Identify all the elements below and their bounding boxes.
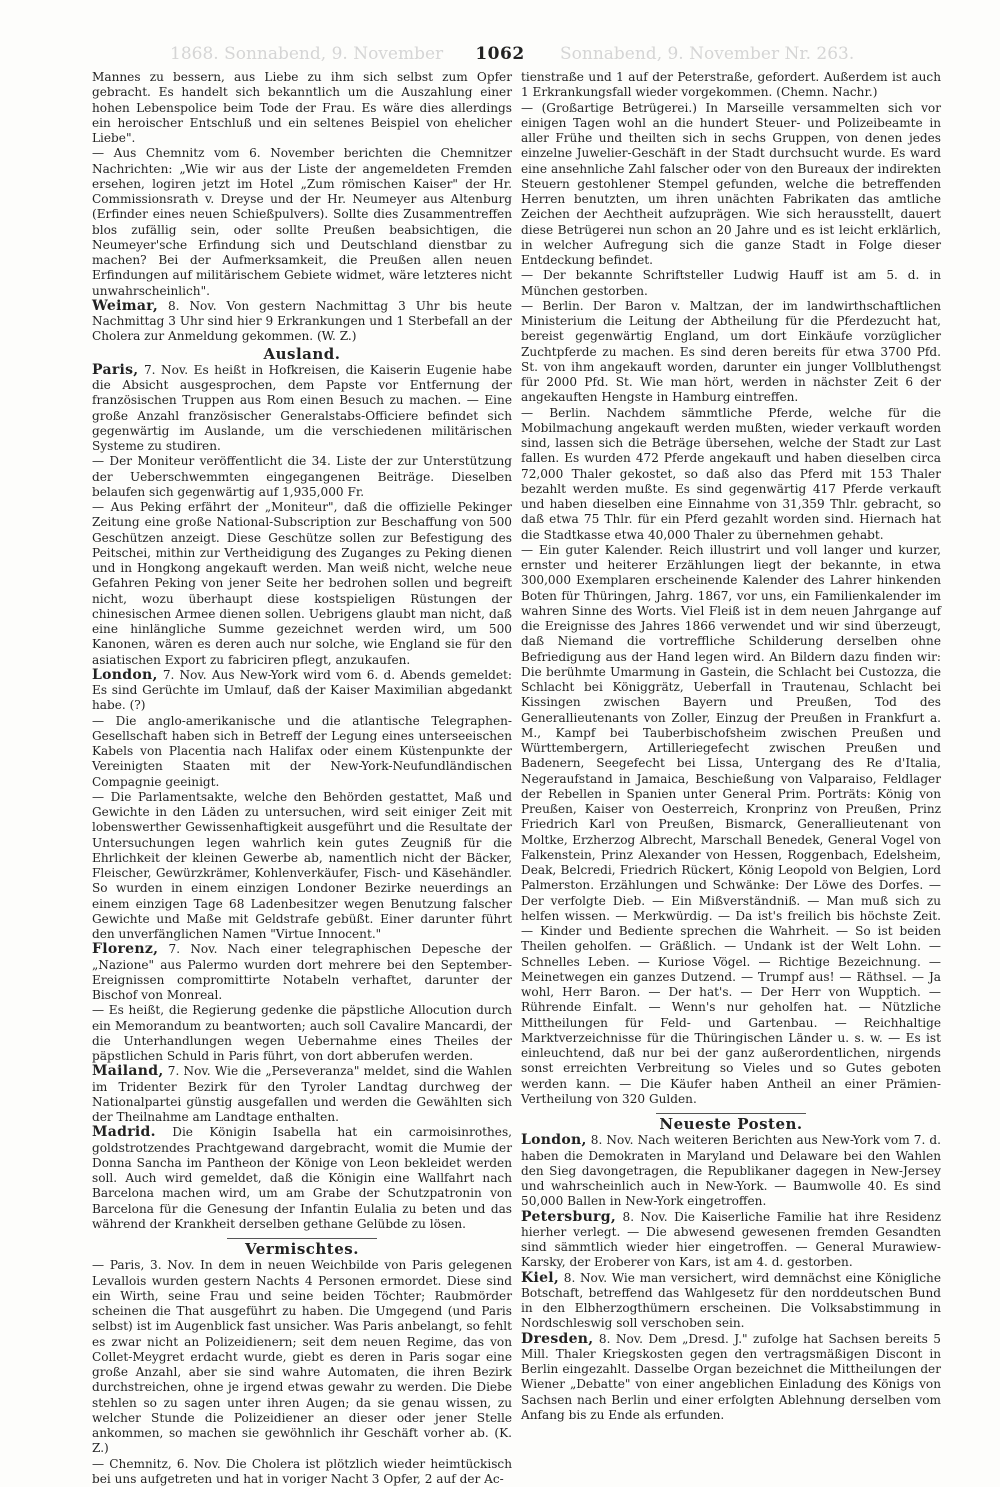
article-paragraph: — Die Parlamentsakte, welche den Behörden gestattet, Maß und Gewichte in den Läden zu untersuchen, wird seit einiger Zeit mit lobenswerther Gewissenhaftigkeit ausgeführt und die Resultate der Untersuchungen legen wahrlich kein gutes Zeugniß für die Ehrlichkeit der kleinen Gewerbe ab, namentlich nicht der Bäcker, Fleischer, Gewürzkrämer, Kohlenverkäufer, Fisch- und Käsehändler. So wurden in einem einzigen Londoner Bezirke neuerdings an einem einzigen Tage 68 Ladenbesitzer wegen Benutzung falscher Gewichte und Maße mit Geldstrafe gebüßt. Einer darunter führt den unverfänglichen Namen "Virtue Innocent." — [92, 790, 512, 943]
dateline-kiel: Kiel, — [521, 1270, 559, 1286]
bleed-through-header-right: Sonnabend, 9. November Nr. 263. — [560, 44, 854, 64]
article-paragraph: — Aus Peking erfährt der „Moniteur", daß die offizielle Pekinger Zeitung eine große National-Subscription zur Beschaffung von 500 Geschützen anzeigt. Diese Geschütze sollen zur Befestigung des Peitschei, mithin zur Vertheidigung des Zuganges zu Peking dienen und in Hongkong angekauft werden. Man weiß nicht, welche neue Gefahren Peking von jener Seite her bedrohen sollen und begreift nicht, wozu überhaupt diese kostspieligen Rüstungen der chinesischen Armee dienen sollen. Uebrigens glaubt man nicht, daß eine hinlängliche Summe gezeichnet werden wird, um 500 Kanonen, wären es deren auch nur solche, wie England sie für den asiatischen Export zu fabriciren pflegt, anzukaufen. — [92, 500, 512, 668]
news-text: 7. Nov. Aus New-York wird vom 6. d. Abends gemeldet: Es sind Gerüchte im Umlauf, daß der Kaiser Maximilian abgedankt habe. (?) — [92, 668, 512, 713]
dateline-london: London, — [92, 667, 158, 683]
news-item-florenz — [92, 942, 512, 1003]
section-heading-ausland: Ausland. — [92, 347, 512, 362]
article-paragraph: — Berlin. Der Baron v. Maltzan, der im landwirthschaftlichen Ministerium die Leitung der Abtheilung für die Pferdezucht hat, bereist gegenwärtig England, um dort Einkäufe vorzüglicher Zuchtpferde zu machen. Es sind deren bereits für etwa 3700 Pfd. St. von ihm angekauft worden, darunter ein junger Vollbluthengst für 2000 Pfd. St. Wie man hört, werden in nächster Zeit 6 der angekauften Hengste in Hamburg eintreffen. — [521, 299, 941, 406]
right-column — [521, 70, 941, 1423]
news-item-petersburg — [521, 1210, 941, 1271]
article-paragraph: Mannes zu bessern, aus Liebe zu ihm sich selbst zum Opfer gebracht. Es handelt sich bekanntlich um die Auszahlung einer hohen Lebenspolice beim Tode der Frau. Es wäre dies allerdings ein heroischer Entschluß und ein seltenes Beispiel von ehelicher Liebe". — [92, 70, 512, 146]
news-item-paris — [92, 363, 512, 455]
section-divider — [227, 1238, 377, 1239]
section-heading-vermischtes: Vermischtes. — [92, 1242, 512, 1257]
dateline-dresden: Dresden, — [521, 1331, 593, 1347]
news-item-kiel — [521, 1271, 941, 1332]
dateline-paris: Paris, — [92, 362, 138, 378]
section-heading-neueste-posten: Neueste Posten. — [521, 1117, 941, 1132]
news-text: 7. Nov. Nach einer telegraphischen Depesche der „Nazione" aus Palermo wurden dort mehrere bei den September-Ereignissen compromittirte Notabeln verhaftet, darunter der Bischof von Monreal. — [92, 942, 512, 1002]
article-paragraph: — (Großartige Betrügerei.) In Marseille versammelten sich vor einigen Tagen wohl an die hundert Steuer- und Polizeibeamte in aller Frühe und theilten sich in sechs Gruppen, von denen jedes einzelne Juwelier-Geschäft in der Stadt durchsucht wurde. Es ward eine ansehnliche Zahl falscher oder von den Bureaux der indirekten Steuern gestohlener Stempel gefunden, welche die betreffenden Herren benutzten, um ihren unächten Fabrikaten das amtliche Zeichen der Aechtheit aufzuprägen. Wie sich herausstellt, dauert diese Betrügerei nun schon an 20 Jahre und es ist leicht erklärlich, in welcher Aufregung sich die ganze Stadt in Folge dieser Entdeckung befindet. — [521, 101, 941, 269]
news-text: 8. Nov. Die Kaiserliche Familie hat ihre Residenz hierher verlegt. — Die abwesend gewesenen fremden Gesandten sind sämmtlich wieder hier eingetroffen. — General Murawiew-Karsky, der Eroberer von Kars, ist am 4. d. gestorben. — [521, 1210, 941, 1270]
dateline-petersburg: Petersburg, — [521, 1209, 616, 1225]
news-item-weimar — [92, 299, 512, 345]
article-paragraph: — Der Moniteur veröffentlicht die 34. Liste der zur Unterstützung der Ueberschwemmten eingegangenen Beiträge. Dieselben belaufen sich gegenwärtig auf 1,935,000 Fr. — [92, 454, 512, 500]
news-item-mailand — [92, 1064, 512, 1125]
news-text: Die Königin Isabella hat ein carmoisinrothes, goldstrotzendes Prachtgewand dargebracht, womit die Mumie der Donna Sancha im Pantheon der Könige von Leon bekleidet werden soll. Auch wird gemeldet, daß die Königin eine Wallfahrt nach Barcelona machen wird, um am Grabe der Schutzpatronin von Barcelona für die Genesung der Infantin Eulalia zu beten und das während der Krankheit derselben gethane Gelübde zu lösen. — [92, 1125, 512, 1231]
left-column — [92, 70, 512, 1487]
bleed-through-header-left: 1868. Sonnabend, 9. November — [170, 44, 443, 64]
dateline-madrid: Madrid. — [92, 1124, 156, 1140]
news-item-london — [521, 1133, 941, 1209]
news-text: 7. Nov. Es heißt in Hofkreisen, die Kaiserin Eugenie habe die Absicht ausgesprochen, dem Papste vor Entfernung der französischen Truppen aus Rom einen Besuch zu machen. — Eine große Anzahl französischer Generalstabs-Officiere befindet sich gegenwärtig im Auslande, um die verschiedenen militärischen Systeme zu studiren. — [92, 363, 512, 453]
dateline-weimar: Weimar, — [92, 298, 158, 314]
dateline-florenz: Florenz, — [92, 941, 158, 957]
dateline-london: London, — [521, 1132, 587, 1148]
article-paragraph: — Chemnitz, 6. Nov. Die Cholera ist plötzlich wieder heimtückisch bei uns aufgetreten und hat in voriger Nacht 3 Opfer, 2 auf der Ac- — [92, 1457, 512, 1487]
article-paragraph: — Der bekannte Schriftsteller Ludwig Hauff ist am 5. d. in München gestorben. — [521, 268, 941, 299]
article-paragraph: — Paris, 3. Nov. In dem in neuen Weichbilde von Paris gelegenen Levallois wurden gestern Nachts 4 Personen ermordet. Diese sind ein Wirth, seine Frau und seine beiden Töchter; Raubmörder scheinen die That ausgeführt zu haben. Die Umgegend (und Paris selbst) ist im Augenblick fast unsicher. Was Paris anbelangt, so fehlt es zwar nicht an Polizeidienern; seit dem neuen Regime, das von Collet-Meygret erdacht wurde, giebt es deren in Paris sogar eine große Anzahl, aber sie sind wahre Automaten, die ihren Bezirk durchstreichen, ohne je irgend etwas gewahr zu werden. Die Diebe stehlen so zu sagen unter ihren Augen; da sie genau wissen, zu welcher Stunde die Polizeidiener an dieser oder jener Stelle ankommen, so machen sie gewöhnlich ihr Geschäft vorher ab. (K. Z.) — [92, 1258, 512, 1456]
news-text: 7. Nov. Wie die „Perseveranza" meldet, sind die Wahlen im Tridenter Bezirk für den Tyroler Landtag durchweg der Nationalpartei günstig ausgefallen und werden die Gewählten sich der Theilnahme am Landtage enthalten. — [92, 1064, 512, 1124]
news-text: 8. Nov. Wie man versichert, wird demnächst eine Königliche Botschaft, betreffend das Wahlgesetz für den norddeutschen Bund in den Elbherzogthümern erscheinen. Die Volksabstimmung in Nordschleswig soll verschoben sein. — [521, 1271, 941, 1331]
dateline-mailand: Mailand, — [92, 1063, 164, 1079]
article-paragraph: — Es heißt, die Regierung gedenke die päpstliche Allocution durch ein Memorandum zu beantworten; auch soll Cavalire Mancardi, der die Unterhandlungen wegen Uebernahme eines Theiles der päpstlichen Schuld in Paris führt, von dort abberufen werden. — [92, 1003, 512, 1064]
page-header — [0, 44, 1000, 70]
article-paragraph: — Die anglo-amerikanische und die atlantische Telegraphen-Gesellschaft haben sich in Betreff der Legung eines unterseeischen Kabels von Placentia nach Halifax oder einem Küstenpunkte der Vereinigten Staaten mit der New-York-Neufundländischen Compagnie geeinigt. — [92, 714, 512, 790]
news-text: 8. Nov. Dem „Dresd. J." zufolge hat Sachsen bereits 5 Mill. Thaler Kriegskosten gegen den vertragsmäßigen Discont in Berlin eingezahlt. Dasselbe Organ bezeichnet die Mittheilungen der Wiener „Debatte" von einer angeblichen Einladung des Königs von Sachsen nach Berlin und einer erfolgten Ablehnung derselben vom Anfang bis zu Ende als erfunden. — [521, 1332, 941, 1422]
article-paragraph: — Aus Chemnitz vom 6. November berichten die Chemnitzer Nachrichten: „Wie wir aus der Liste der angemeldeten Fremden ersehen, logiren jetzt im Hotel „Zum römischen Kaiser" der Hr. Commissionsrath v. Dreyse und der Hr. Neumeyer aus Altenburg (Erfinder eines neuen Schießpulvers). Sollte dies Zusammentreffen blos zufällig sein, oder sollte Preußen beabsichtigen, die Neumeyer'sche Erfindung sich und Deutschland dienstbar zu machen? Bei der Aufmerksamkeit, die Preußen allen neuen Erfindungen auf militärischem Gebiete widmet, wäre letzteres nicht unwahrscheinlich". — [92, 146, 512, 299]
news-text: 8. Nov. Von gestern Nachmittag 3 Uhr bis heute Nachmittag 3 Uhr sind hier 9 Erkrankungen und 1 Sterbefall an der Cholera zur Anmeldung gekommen. (W. Z.) — [92, 299, 512, 344]
news-text: 8. Nov. Nach weiteren Berichten aus New-York vom 7. d. haben die Demokraten in Maryland und Delaware bei den Wahlen den Sieg davongetragen, die Republikaner dagegen in New-Jersey und wahrscheinlich auch in New-York. — Baumwolle 40. Es sind 50,000 Ballen in New-York eingetroffen. — [521, 1133, 941, 1208]
article-paragraph: — Ein guter Kalender. Reich illustrirt und voll langer und kurzer, ernster und heiterer Erzählungen liegt der bekannte, in etwa 300,000 Exemplaren erscheinende Kalender des Lahrer hinkenden Boten für Thüringen, Jahrg. 1867, vor uns, ein Familienkalender im wahren Sinne des Worts. Viel Fleiß ist in dem neuen Jahrgange auf die Ereignisse des Jahres 1866 verwendet und wir sind überzeugt, daß Niemand die vortreffliche Schilderung derselben ohne Befriedigung aus der Hand legen wird. An Bildern dazu finden wir: Die berühmte Umarmung in Gastein, die Schlacht bei Custozza, die Schlacht bei Königgrätz, Ueberfall in Trautenau, Schlacht bei Kissingen zwischen Bayern und Preußen, Tod des Generallieutenants von Zoller, Einzug der Preußen in Frankfurt a. M., Kampf bei Tauberbischofsheim zwischen Preußen und Württembergern, Artilleriegefecht zwischen Preußen und Badenern, Seegefecht bei Lissa, Untergang des Re d'Italia, Negeraufstand in Jamaica, Beschießung von Valparaiso, Feldlager der Rebellen in Spanien unter General Prim. Porträts: König von Preußen, Kaiser von Oesterreich, Kronprinz von Preußen, Prinz Friedrich Karl von Preußen, Bismarck, Generallieutenant von Moltke, Erzherzog Albrecht, Marschall Benedek, General Vogel von Falkenstein, Prinz Alexander von Hessen, Roggenbach, Edelsheim, Deak, Belcredi, Friedrich Rückert, König Leopold von Belgien, Lord Palmerston. Erzählungen und Schwänke: Der Löwe des Dorfes. — Der verfolgte Dieb. — Ein Mißverständniß. — Man muß sich zu helfen wissen. — Merkwürdig. — Da ist's freilich bis höchste Zeit. — Kinder und Bediente sprechen die Wahrheit. — So ist beiden Theilen geholfen. — Gräßlich. — Undank ist der Welt Lohn. — Schnelles Leben. — Kuriose Vögel. — Richtige Bezeichnung. — Meinetwegen ein ganzes Dutzend. — Trumpf aus! — Räthsel. — Ja wohl, Herr Baron. — Der hat's. — Der Herr von Wupptich. — Rührende Einfalt. — Wenn's nur geholfen hat. — Nützliche Mittheilungen für Feld- und Gartenbau. — Reichhaltige Marktverzeichnisse für die Thüringischen Länder u. s. w. — Es ist einleuchtend, daß nur bei der ganz außerordentlichen, nirgends sonst erreichten Verbreitung so Vieles und so Gutes geboten werden kann. — Die Käufer haben Antheil an einer Prämien-Vertheilung von 320 Gulden. — [521, 543, 941, 1107]
article-paragraph: — Berlin. Nachdem sämmtliche Pferde, welche für die Mobilmachung angekauft werden mußten, wieder verkauft worden sind, lassen sich die Beträge übersehen, welche der Stadt zur Last fallen. Es wurden 472 Pferde angekauft und haben dieselben circa 72,000 Thaler gekostet, so daß also das Pferd mit 153 Thaler bezahlt werden mußte. Es sind gegenwärtig 417 Pferde verkauft und haben dieselben eine Einnahme von 31,359 Thlr. gebracht, so daß etwa 75 Thlr. für ein Pferd gezahlt worden sind. Hiernach hat die Stadtkasse etwa 40,000 Thaler zu übernehmen gehabt. — [521, 406, 941, 543]
news-item-madrid — [92, 1125, 512, 1232]
section-divider — [656, 1113, 806, 1114]
news-item-london — [92, 668, 512, 714]
page-number: 1062 — [470, 44, 530, 64]
news-item-dresden — [521, 1332, 941, 1424]
article-paragraph: tienstraße und 1 auf der Peterstraße, gefordert. Außerdem ist auch 1 Erkrankungsfall wieder vorgekommen. (Chemn. Nachr.) — [521, 70, 941, 101]
